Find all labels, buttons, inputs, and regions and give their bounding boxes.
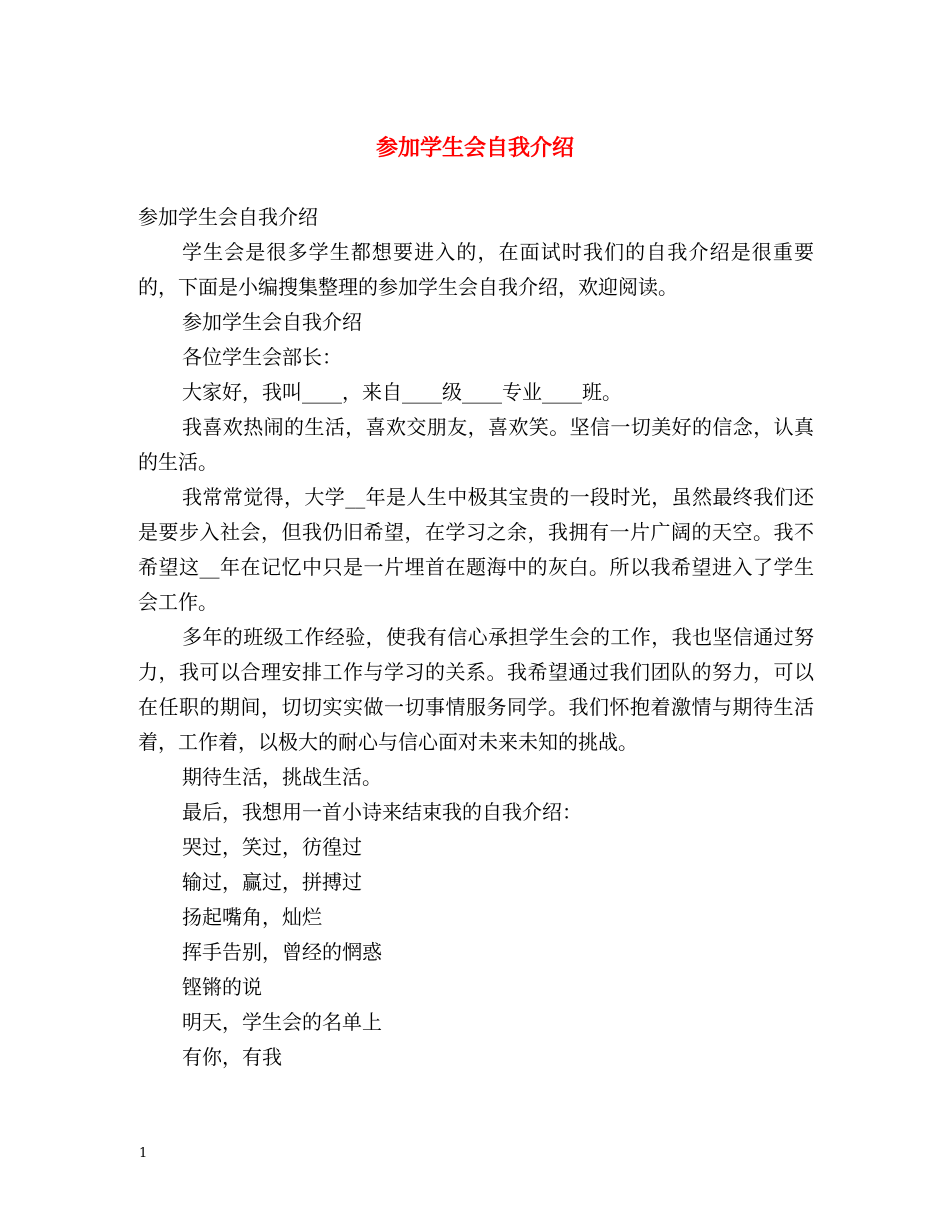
paragraph: 学生会是很多学生都想要进入的，在面试时我们的自我介绍是很重要的，下面是小编搜集整理的参加学生会自我介绍，欢迎阅读。 (138, 240, 814, 299)
paragraph: 大家好，我叫____，来自____级____专业____班。 (182, 380, 622, 404)
poem-line: 明天，学生会的名单上 (182, 1010, 382, 1034)
poem-line: 挥手告别，曾经的惘惑 (182, 940, 382, 964)
poem-line: 扬起嘴角，灿烂 (182, 905, 322, 929)
paragraph: 期待生活，挑战生活。 (182, 765, 382, 789)
paragraph: 各位学生会部长： (182, 345, 342, 369)
poem-line: 哭过，笑过，彷徨过 (182, 835, 362, 859)
paragraph: 最后，我想用一首小诗来结束我的自我介绍： (182, 800, 582, 824)
page-number: 1 (139, 1146, 148, 1161)
paragraph: 我常常觉得，大学__年是人生中极其宝贵的一段时光，虽然最终我们还是要步入社会，但我仍旧希望，在学习之余，我拥有一片广阔的天空。我不希望这__年在记忆中只是一片埋首在题海中的灰白。所以我希望进入了学生会工作。 (138, 485, 814, 614)
document-body (138, 200, 814, 1075)
poem-line: 铿锵的说 (182, 975, 262, 999)
page-title: 参加学生会自我介绍 (375, 135, 574, 161)
poem-line: 输过，赢过，拼搏过 (182, 870, 362, 894)
paragraph: 多年的班级工作经验，使我有信心承担学生会的工作，我也坚信通过努力，我可以合理安排工作与学习的关系。我希望通过我们团队的努力，可以在任职的期间，切切实实做一切事情服务同学。我们怀抱着激情与期待生活着，工作着，以极大的耐心与信心面对未来未知的挑战。 (138, 625, 814, 754)
paragraph: 我喜欢热闹的生活，喜欢交朋友，喜欢笑。坚信一切美好的信念，认真的生活。 (138, 415, 814, 474)
paragraph: 参加学生会自我介绍 (182, 310, 362, 334)
poem-line: 有你，有我 (182, 1045, 282, 1069)
section-heading: 参加学生会自我介绍 (138, 205, 318, 229)
